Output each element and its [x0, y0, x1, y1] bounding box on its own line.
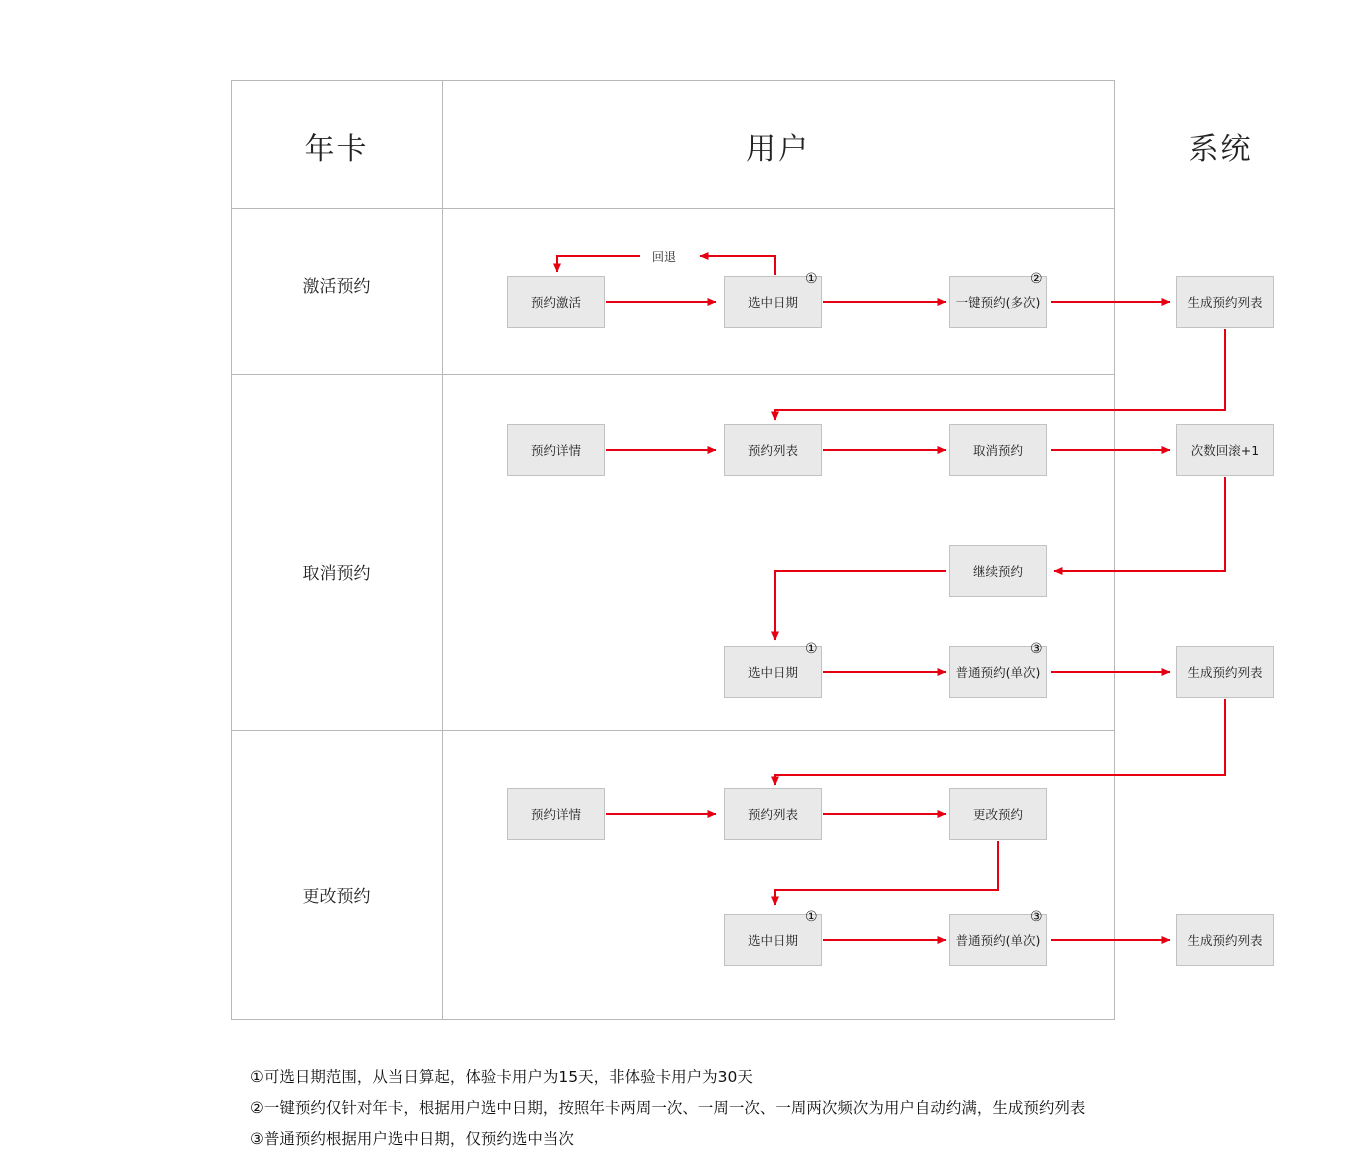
row-label-modify: 更改预约 — [302, 887, 371, 907]
node-生成预约列表-1[interactable]: 生成预约列表 — [1176, 276, 1274, 328]
node-选中日期-3[interactable]: 选中日期 — [724, 914, 822, 966]
node-预约详情-1[interactable]: 预约详情 — [507, 424, 605, 476]
node-选中日期-2[interactable]: 选中日期 — [724, 646, 822, 698]
grid-line-h — [231, 374, 1115, 375]
node-一键预约多次[interactable]: 一键预约(多次) — [949, 276, 1047, 328]
grid-line-v — [442, 80, 443, 1020]
footnote-1: ①可选日期范围，从当日算起，体验卡用户为15天，非体验卡用户为30天 — [250, 1068, 753, 1086]
row-label-cancel: 取消预约 — [302, 564, 371, 584]
footnote-2: ②一键预约仅针对年卡，根据用户选中日期，按照年卡两周一次、一周一次、一周两次频次为用户自动约满，生成预约列表 — [250, 1099, 1086, 1117]
badge-3-modify: ③ — [1030, 909, 1043, 925]
badge-1-activate: ① — [805, 271, 818, 287]
node-生成预约列表-3[interactable]: 生成预约列表 — [1176, 914, 1274, 966]
node-更改预约[interactable]: 更改预约 — [949, 788, 1047, 840]
footnote-3: ③普通预约根据用户选中日期，仅预约选中当次 — [250, 1130, 574, 1148]
footnotes — [250, 1062, 1350, 1155]
row-label-activate: 激活预约 — [302, 277, 371, 297]
grid-line-h — [231, 208, 1115, 209]
column-header-system: 系统 — [1188, 132, 1253, 167]
node-选中日期-1[interactable]: 选中日期 — [724, 276, 822, 328]
badge-2-activate: ② — [1030, 271, 1043, 287]
node-预约列表-1[interactable]: 预约列表 — [724, 424, 822, 476]
grid-line-v — [1114, 80, 1115, 1020]
node-预约激活[interactable]: 预约激活 — [507, 276, 605, 328]
grid-line-v — [231, 80, 232, 1020]
node-取消预约[interactable]: 取消预约 — [949, 424, 1047, 476]
node-次数回滚[interactable]: 次数回滚+1 — [1176, 424, 1274, 476]
node-继续预约[interactable]: 继续预约 — [949, 545, 1047, 597]
badge-1-modify: ① — [805, 909, 818, 925]
node-普通预约单次-1[interactable]: 普通预约(单次) — [949, 646, 1047, 698]
column-header-user: 用户 — [746, 132, 810, 167]
node-预约列表-2[interactable]: 预约列表 — [724, 788, 822, 840]
grid-line-h — [231, 1019, 1115, 1020]
badge-3-cancel: ③ — [1030, 641, 1043, 657]
grid-line-h — [231, 730, 1115, 731]
connector-label-back: 回退 — [648, 248, 680, 265]
column-header-card: 年卡 — [304, 132, 369, 167]
node-普通预约单次-2[interactable]: 普通预约(单次) — [949, 914, 1047, 966]
node-预约详情-2[interactable]: 预约详情 — [507, 788, 605, 840]
node-生成预约列表-2[interactable]: 生成预约列表 — [1176, 646, 1274, 698]
grid-line-h — [231, 80, 1115, 81]
badge-1-cancel: ① — [805, 641, 818, 657]
